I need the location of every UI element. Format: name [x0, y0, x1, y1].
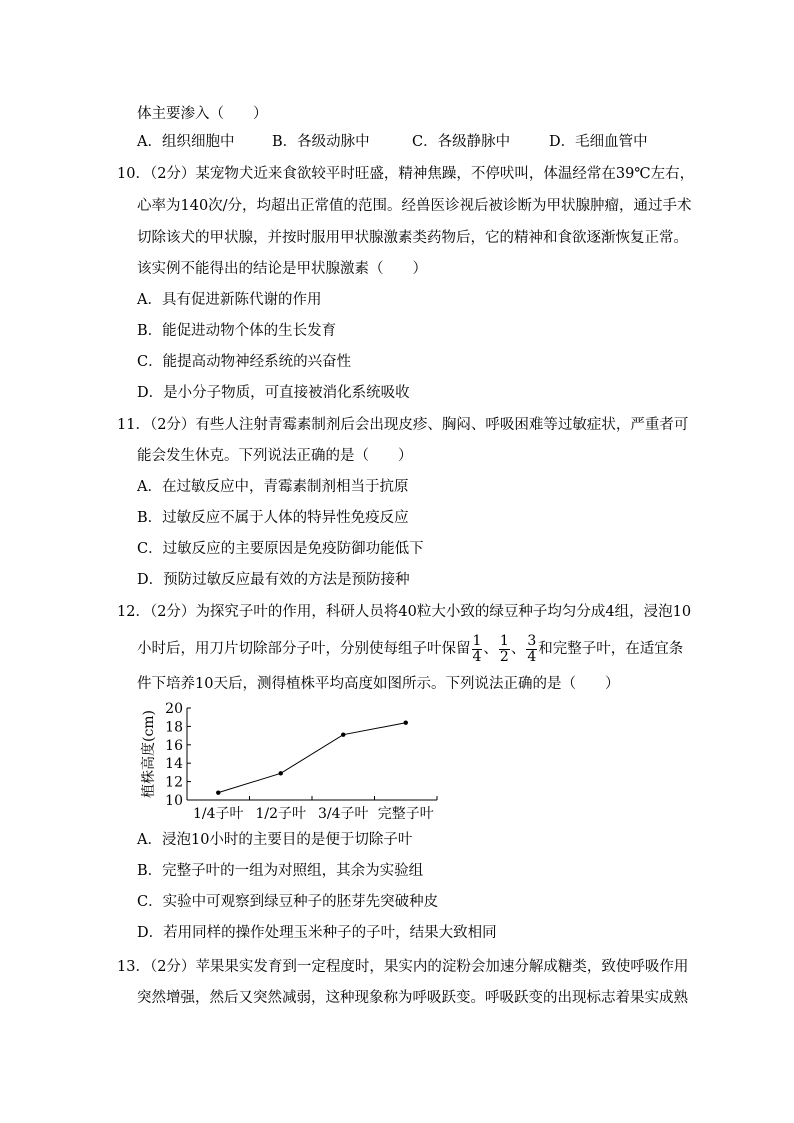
- x-tick-label: 完整子叶: [377, 806, 434, 822]
- q10-stem-line-3: 切除该犬的甲状腺，并按时服用甲状腺激素类药物后，它的精神和食欲逐渐恢复正常。: [137, 230, 688, 246]
- q11-option-d: D．预防过敏反应最有效的方法是预防接种: [137, 572, 410, 588]
- q10-stem-line-2: 心率为140次/分，均超出正常值的范围。经兽医诊视后被诊断为甲状腺肿瘤，通过手术: [137, 198, 692, 214]
- q12-option-b: B．完整子叶的一组为对照组，其余为实验组: [137, 863, 424, 879]
- x-tick-label: 1/4子叶: [192, 806, 244, 822]
- fraction-three-quarters: $\frac{3}{4}$: [527, 632, 537, 665]
- plant-height-line-chart: [135, 700, 445, 830]
- q11-option-a: A．在过敏反应中，青霉素制剂相当于抗原: [137, 479, 409, 495]
- q11-stem-line-1: [117, 415, 688, 435]
- q12-score: （2分）: [149, 604, 196, 620]
- q12-stem-line-1: [117, 602, 691, 622]
- data-point: [404, 721, 408, 725]
- data-point: [279, 771, 283, 775]
- q9-option-a: A．组织细胞中: [137, 134, 235, 150]
- q11-stem-text-1: 有些人注射青霉素制剂后会出现皮疹、胸闷、呼吸困难等过敏症状，严重者可: [195, 417, 689, 433]
- q13-score: （2分）: [149, 959, 196, 975]
- q12-stem-line-2: [137, 632, 683, 666]
- q12-option-a: A．浸泡10小时的主要目的是便于切除子叶: [137, 832, 413, 848]
- q10-number: 10．: [117, 166, 150, 182]
- q10-option-a: A．具有促进新陈代谢的作用: [137, 292, 322, 308]
- q10-stem-line-1: [117, 164, 694, 184]
- q13-stem-line-2: 突然增强，然后又突然减弱，这种现象称为呼吸跃变。呼吸跃变的出现标志着果实成熟: [137, 990, 688, 1006]
- q9-option-b: B．各级动脉中: [272, 134, 370, 150]
- q12-stem-line-3: 件下培养10天后，测得植株平均高度如图所示。下列说法正确的是（ ）: [137, 676, 620, 692]
- separator-1: 、: [483, 641, 498, 657]
- q12-option-c: C．实验中可观察到绿豆种子的胚芽先突破种皮: [137, 894, 439, 910]
- q12-stem-text-2-post: 和完整子叶，在适宜条: [538, 641, 684, 657]
- q9-options: [137, 132, 697, 154]
- q12-number: 12．: [117, 604, 150, 620]
- q10-option-c: C．能提高动物神经系统的兴奋性: [137, 354, 352, 370]
- q11-stem-line-2: 能会发生休克。下列说法正确的是（ ）: [137, 448, 413, 464]
- series-line: [218, 723, 406, 793]
- q13-number: 13．: [117, 959, 150, 975]
- q9-option-c: C．各级静脉中: [412, 134, 511, 150]
- fraction-one-half: $\frac{1}{2}$: [499, 632, 509, 665]
- q9-option-d: D．毛细血管中: [549, 134, 648, 150]
- q10-stem-text-1: 某宠物犬近来食欲较平时旺盛，精神焦躁，不停吠叫，体温经常在39℃左右，: [195, 166, 695, 182]
- q9-stem-tail: 体主要渗入（ ）: [137, 106, 268, 122]
- data-point: [216, 790, 220, 794]
- q10-stem-line-4: 该实例不能得出的结论是甲状腺激素（ ）: [137, 261, 427, 277]
- y-tick-label: 16: [165, 737, 183, 754]
- y-tick-label: 14: [165, 756, 183, 773]
- data-point: [341, 732, 345, 736]
- q10-score: （2分）: [149, 166, 196, 182]
- q11-option-b: B．过敏反应不属于人体的特异性免疫反应: [137, 510, 409, 526]
- q11-option-c: C．过敏反应的主要原因是免疫防御功能低下: [137, 541, 424, 557]
- fraction-one-quarter: $\frac{1}{4}$: [472, 632, 482, 665]
- q12-stem-text-2-pre: 小时后，用刀片切除部分子叶，分别使每组子叶保留: [137, 641, 471, 657]
- y-tick-label: 10: [165, 793, 183, 809]
- q11-number: 11．: [117, 417, 150, 433]
- q12-option-d: D．若用同样的操作处理玉米种子的子叶，结果大致相同: [137, 925, 497, 941]
- x-tick-label: 1/2子叶: [255, 806, 307, 822]
- y-tick-label: 20: [165, 701, 183, 717]
- q10-option-d: D．是小分子物质，可直接被消化系统吸收: [137, 385, 410, 401]
- separator-2: 、: [510, 641, 526, 657]
- q13-stem-line-1: [117, 957, 688, 977]
- q11-score: （2分）: [149, 417, 196, 433]
- y-tick-label: 18: [165, 719, 183, 736]
- y-tick-label: 12: [165, 774, 183, 791]
- q13-stem-text-1: 苹果果实发育到一定程度时，果实内的淀粉会加速分解成糖类，致使呼吸作用: [195, 959, 689, 975]
- x-tick-label: 3/4子叶: [317, 806, 369, 822]
- q10-option-b: B．能促进动物个体的生长发育: [137, 323, 337, 339]
- q12-stem-text-1: 为探究子叶的作用，科研人员将40粒大小致的绿豆种子均匀分成4组，浸泡10: [195, 604, 692, 620]
- y-axis-label: 植株高度(cm): [141, 709, 157, 799]
